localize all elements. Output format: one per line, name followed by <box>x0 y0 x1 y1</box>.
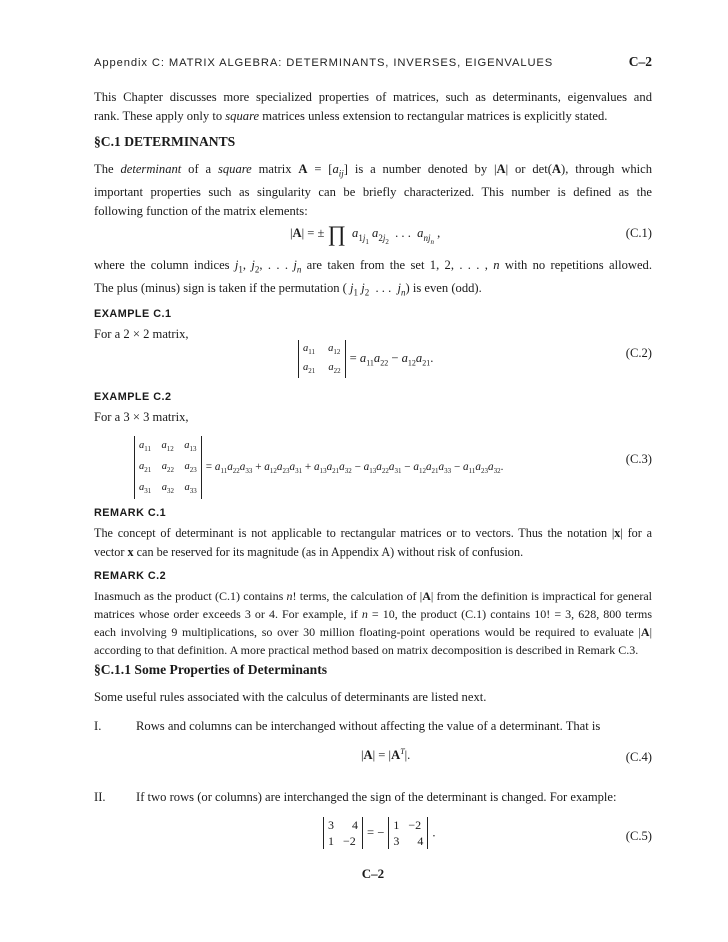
section-heading-c1: §C.1 DETERMINANTS <box>94 134 236 149</box>
remark-c2-line-1: Inasmuch as the product (C.1) contains n! terms, the calculation of |A| from the definition is impractical for general <box>94 589 653 603</box>
equation-number-c3: (C.3) <box>625 452 652 466</box>
column-indices-paragraph <box>94 256 652 302</box>
equation-c5 <box>323 817 436 849</box>
intro-line-1: This Chapter discusses more specialized properties of matrices, such as determinants, eigenvalues and <box>94 90 652 104</box>
example-c2-text: For a 3 × 3 matrix, <box>94 410 189 424</box>
equation-c4: $|A| = |A^T|$. <box>361 747 411 763</box>
rule-1-numeral: I. <box>94 719 102 733</box>
equation-number-c2: (C.2) <box>625 346 652 360</box>
det-para-line-2: important properties such as singularity can be briefly characterized. This number is defined as the <box>94 185 652 200</box>
document-page <box>94 0 652 942</box>
remark-c2-title: REMARK C.2 <box>94 570 167 582</box>
remark-c1-body <box>94 524 652 561</box>
running-header: Appendix C: MATRIX ALGEBRA: DETERMINANTS, INVERSES, EIGENVALUES <box>94 57 554 69</box>
remark-c2-line-3: each involving 9 multiplications, so over 30 million floating-point operations would be required to evaluate |A| <box>94 625 652 639</box>
rule-1-text: Rows and columns can be interchanged without affecting the value of a determinant. That is <box>136 719 601 733</box>
equation-c1: |A| = ± ∏ $a_{1j_1}$ $a_{2j_2}$ . . . $a_{nj_n}$ , <box>290 221 441 246</box>
equation-c3-rhs: = $a_{11}a_{22}a_{33} + a_{12}a_{23}a_{31} + a_{13}a_{21}a_{32} - a_{13}a_{22}a_{31} - a_{12}a_{21}a_{33} - a_{11}a_{23}a_{32}$. <box>205 460 504 475</box>
intro-line-2: rank. These apply only to square matrices unless extension to rectangular matrices is explicitly stated. <box>94 108 608 123</box>
col-para-line-2: The plus (minus) sign is taken if the permutation ( $j_1$ $j_2$ . . . $j_n$) is even (odd). <box>94 281 482 298</box>
properties-intro: Some useful rules associated with the calculus of determinants are listed next. <box>94 690 487 704</box>
equation-c2-rhs: = $a_{11}a_{22} - a_{12}a_{21}$. <box>349 350 434 368</box>
det-para-line-3: following function of the matrix elements: <box>94 203 308 218</box>
equation-c3 <box>134 436 503 499</box>
col-para-line-1: where the column indices $j_1$, $j_2$, . . . $j_n$ are taken from the set 1, 2, . . . , n with no repetitions allowed. <box>94 258 652 275</box>
matrix-2x2: $a_{11}$ $a_{12}$ $a_{21}$ $a_{22}$ <box>298 340 346 378</box>
example-c2-title: EXAMPLE C.2 <box>94 391 172 403</box>
matrix-right-2x2: 1 −2 3 4 <box>388 817 428 849</box>
remark-c1-title: REMARK C.1 <box>94 507 167 519</box>
section-heading-c1-1: §C.1.1 Some Properties of Determinants <box>94 662 328 677</box>
equation-number-c5: (C.5) <box>625 829 652 843</box>
remark-c2-line-2: matrices whose order exceeds 3 or 4. For example, if n = 10, the product (C.1) contains 10! = 3, 628, 800 terms <box>94 607 652 621</box>
equation-c2 <box>298 340 433 378</box>
remark-c1-line-2: vector x can be reserved for its magnitude (as in Appendix A) without risk of confusion. <box>94 544 524 559</box>
equation-number-c1: (C.1) <box>625 226 652 240</box>
equation-c5-period: . <box>432 825 436 840</box>
remark-c2-line-4: according to that definition. A more practical method based on matrix decomposition is described in Remark C.3. <box>94 643 639 657</box>
det-para-line-1: The determinant of a square matrix $A = [a_{ij}]$ is a number denoted by |A| or det(A), through which <box>94 162 653 179</box>
page-number-header: C–2 <box>628 54 652 69</box>
remark-c2-body <box>94 587 652 659</box>
matrix-3x3: $a_{11}$ $a_{12}$ $a_{13}$ $a_{21}$ $a_{22}$ $a_{23}$ $a_{31}$ $a_{32}$ $a_{33}$ <box>134 436 202 499</box>
matrix-left-2x2: 3 4 1 −2 <box>323 817 363 849</box>
example-c1-title: EXAMPLE C.1 <box>94 308 172 320</box>
equation-number-c4: (C.4) <box>625 750 652 764</box>
example-c1-text: For a 2 × 2 matrix, <box>94 327 189 341</box>
intro-paragraph <box>94 88 652 125</box>
equation-c5-equals: = − <box>367 825 385 840</box>
rule-2-text: If two rows (or columns) are interchanged the sign of the determinant is changed. For example: <box>136 790 617 804</box>
page-footer: C–2 <box>361 866 385 881</box>
rule-2-numeral: II. <box>94 790 106 804</box>
remark-c1-line-1: The concept of determinant is not applicable to rectangular matrices or to vectors. Thus the notation |x| for a <box>94 526 652 540</box>
determinant-definition-paragraph <box>94 160 652 220</box>
